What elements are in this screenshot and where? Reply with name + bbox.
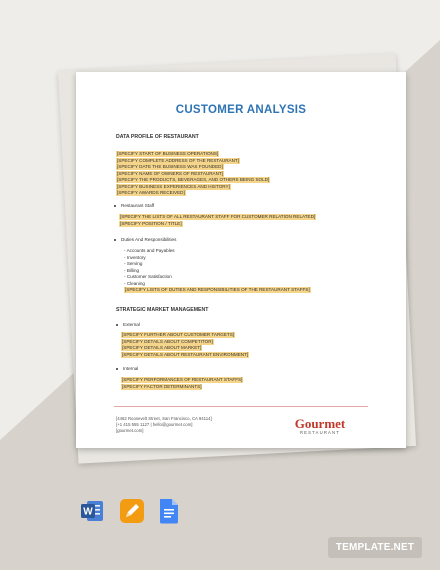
data-profile-field: [SPECIFY START OF BUSINESS OPERATIONS] — [117, 151, 219, 156]
footer-divider — [114, 406, 368, 407]
external-field: [SPECIFY DETAILS ABOUT MARKET] — [122, 345, 202, 350]
gourmet-logo — [280, 417, 360, 436]
data-profile-field: [SPECIFY THE PRODUCTS, BEVERAGES, AND OTHERS BEING SOLD] — [117, 177, 270, 182]
google-docs-icon[interactable] — [158, 498, 180, 529]
internal-field: [SPECIFY PERFORMANCES OF RESTAURANT STAFFS] — [122, 377, 243, 382]
external-field: [SPECIFY DETAILS ABOUT COMPETITOR] — [122, 338, 213, 344]
internal-label: Internal — [123, 366, 139, 371]
duty-item: - Serving — [124, 261, 142, 267]
duty-item: - Inventory — [124, 255, 146, 261]
footer-website: [gourmet.com] — [116, 428, 144, 433]
data-profile-field: [SPECIFY BUSINESS EXPERIENCES AND HISTORY] — [117, 183, 230, 189]
data-profile-field: [SPECIFY NAME OF OWNERS OF RESTAURANT] — [117, 170, 224, 176]
restaurant-staff-field: [SPECIFY POSITION / TITLE] — [120, 220, 182, 226]
word-icon[interactable] — [79, 498, 105, 529]
duties-specify-field: [SPECIFY LISTS OF DUTIES AND RESPONSIBILITIES OF THE RESTAURANT STAFFS] — [125, 287, 310, 292]
internal-field: [SPECIFY FACTOR DETERMINANTS] — [122, 383, 202, 389]
duty-item: - Billing — [124, 268, 139, 274]
data-profile-field: [SPECIFY DATE THE BUSINESS WAS FOUNDED] — [117, 164, 223, 169]
bullet-dot — [116, 368, 118, 370]
data-profile-field: [SPECIFY COMPLETE ADDRESS OF THE RESTAURANT] — [117, 157, 240, 163]
restaurant-staff-field: [SPECIFY THE LISTS OF ALL RESTAURANT STAFF FOR CUSTOMER RELATION RELATED] — [120, 214, 316, 219]
strategic-heading: STRATEGIC MARKET MANAGEMENT — [116, 307, 209, 313]
bullet-dot — [114, 205, 116, 207]
bullet-dot — [116, 324, 118, 326]
external-field: [SPECIFY DETAILS ABOUT RESTAURANT ENVIRONMENT] — [122, 351, 249, 357]
document-title: CUSTOMER ANALYSIS — [175, 104, 307, 116]
word-letter: W — [83, 506, 93, 518]
external-label: External — [123, 322, 140, 327]
document-page — [76, 72, 406, 448]
footer-contact: [+1 415 555 1127 | hello@gourmet.com] — [116, 422, 193, 427]
footer-address: [4462 Roosevelt Street, San Francisco, CA 94114] — [116, 416, 212, 421]
logo-subtitle: RESTAURANT — [299, 430, 341, 435]
restaurant-staff-label: Restaurant Staff — [121, 203, 155, 208]
external-field: [SPECIFY FURTHER ABOUT CUSTOMER TARGETS] — [122, 332, 235, 337]
bullet-dot — [114, 239, 116, 241]
data-profile-heading: DATA PROFILE OF RESTAURANT — [116, 134, 199, 140]
logo-name: Gourmet — [294, 416, 346, 431]
duty-item: - Accounts and Payables — [124, 248, 175, 254]
duty-item: - Customer Satisfaction — [124, 274, 172, 280]
duty-item: - Cleaning — [124, 281, 145, 287]
pages-icon[interactable] — [119, 498, 145, 529]
duties-label: Duties And Responsibilities — [121, 237, 177, 242]
template-net-badge[interactable]: TEMPLATE.NET — [328, 537, 422, 558]
data-profile-field: [SPECIFY AWARDS RECEIVED] — [117, 190, 185, 195]
